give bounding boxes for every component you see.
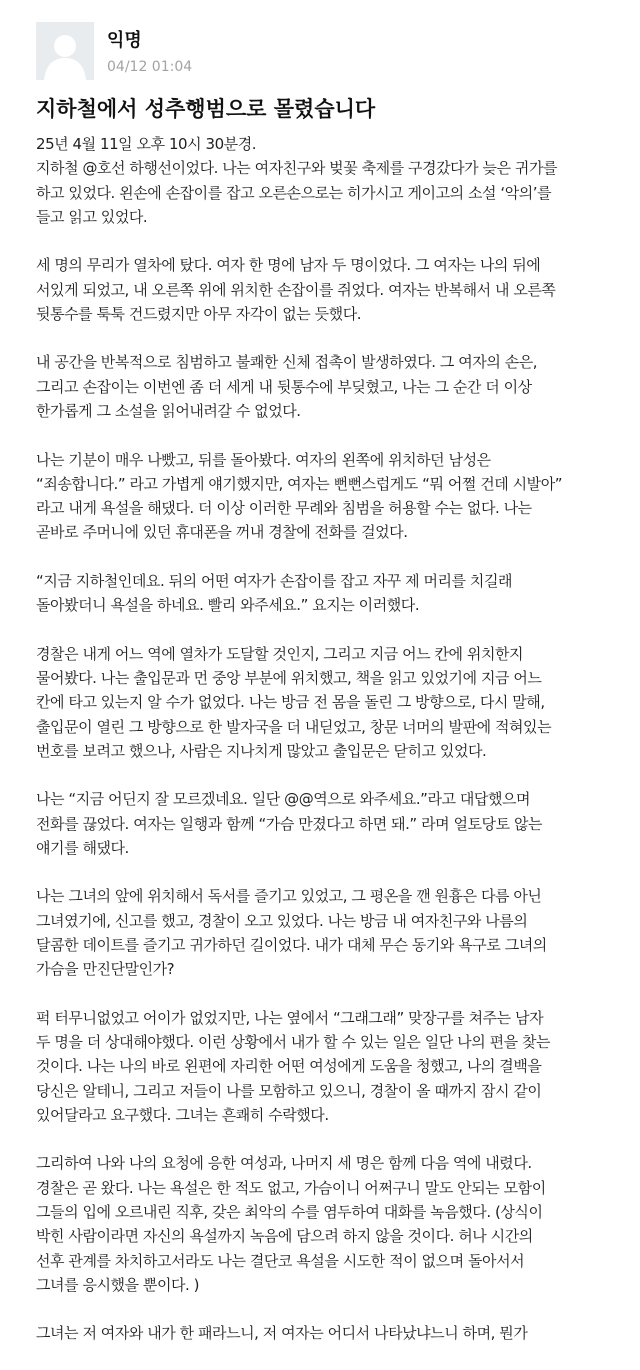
paragraph-line: 뒷통수를 툭툭 건드렸지만 아무 자각이 없는 듯했다. [36,304,362,323]
paragraph-line: “죄송합니다.” 라고 가볍게 얘기했지만, 여자는 뻔뻔스럽게도 “뭐 어쩔 건데 시발아” [36,474,563,493]
post-paragraph [36,1006,626,1127]
paragraph-line: 내 공간을 반복적으로 침범하고 불쾌한 신체 접촉이 발생하였다. 그 여자의 손은, [36,353,538,372]
paragraph-line: 나는 기분이 매우 나빴고, 뒤를 돌아봤다. 여자의 왼쪽에 위치하던 남성은 [36,450,491,469]
avatar-silhouette [36,22,94,80]
paragraph-line: 한가롭게 그 소설을 읽어내려갈 수 없었다. [36,402,301,421]
post-paragraph [36,642,626,763]
paragraph-line: 물어봤다. 나는 출입문과 먼 중앙 부분에 위치했고, 책을 읽고 있었기에 지금 어느 [36,668,542,687]
paragraph-line: 두 명을 더 상대해야했다. 이런 상황에서 내가 할 수 있는 일은 일단 나의 편을 찾는 [36,1033,551,1052]
paragraph-line: “지금 지하철인데요. 뒤의 어떤 여자가 손잡이를 잡고 자꾸 제 머리를 치길래 [36,571,513,590]
paragraph-line: 칸에 타고 있는지 알 수가 없었다. 나는 방금 전 몸을 돌린 그 방향으로, 다시 말해, [36,693,545,712]
post-header [36,22,616,82]
paragraph-line: 들고 읽고 있었다. [36,207,148,226]
paragraph-line: 나는 그녀의 앞에 위치해서 독서를 즐기고 있었고, 그 평온을 깬 원흉은 다름 아닌 [36,887,542,906]
author-name[interactable]: 익명 [107,30,142,51]
paragraph-line: 하고 있었다. 왼손에 손잡이를 잡고 오른손으로는 히가시고 게이고의 소설 ‘악의’를 [36,183,552,202]
paragraph-line: 돌아봤더니 욕설을 하네요. 빨리 와주세요.” 요지는 이러했다. [36,596,420,615]
post-paragraph [36,253,626,326]
paragraph-line: 퍽 터무니없었고 어이가 없었지만, 나는 옆에서 “그래그래” 맞장구를 쳐주는 남자 [36,1008,544,1027]
post-paragraph [36,787,626,860]
post-paragraph [36,132,626,229]
paragraph-line: 세 명의 무리가 열차에 탔다. 여자 한 명에 남자 두 명이었다. 그 여자는 나의 뒤에 [36,256,541,275]
post-title: 지하철에서 성추행범으로 몰렸습니다 [36,97,376,121]
paragraph-line: 달콤한 데이트를 즐기고 귀가하던 길이었다. 내가 대체 무슨 동기와 욕구로 그녀의 [36,936,547,955]
post-paragraph [36,569,626,618]
paragraph-line: 경찰은 곧 왔다. 나는 욕설은 한 적도 없고, 가슴이니 어쩌구니 말도 안되는 모함이 [36,1178,546,1197]
paragraph-line: 곧바로 주머니에 있던 휴대폰을 꺼내 경찰에 전화를 걸었다. [36,523,408,542]
paragraph-line: 그리하여 나와 나의 요청에 응한 여성과, 나머지 세 명은 함께 다음 역에 내렸다. [36,1154,532,1173]
paragraph-line: 박힌 사람이라면 자신의 욕설까지 녹음에 담으려 하지 않을 것이다. 허나 시간의 [36,1227,533,1246]
paragraph-line: 전화를 끊었다. 여자는 일행과 함께 “가슴 만졌다고 하면 돼.” 라며 얼토당토 않는 [36,814,543,833]
paragraph-line: 가슴을 만진단말인가? [36,960,175,979]
paragraph-line: 라고 내게 욕설을 해댔다. 더 이상 이러한 무례와 침범을 허용할 수는 없다. 나는 [36,499,532,518]
paragraph-line: 얘기를 해댔다. [36,838,129,857]
paragraph-line: 지하철 @호선 하행선이었다. 나는 여자친구와 벚꽃 축제를 구경갔다가 늦은 귀가를 [36,159,558,178]
paragraph-line: 25년 4월 11일 오후 10시 30분경. [36,135,257,153]
anonymous-user-icon[interactable] [36,22,94,80]
paragraph-line: 그녀는 저 여자와 내가 한 패라느니, 저 여자는 어디서 나타났냐느니 하며, 뭔가 [36,1324,528,1343]
post-paragraph [36,448,626,545]
post-paragraph [36,884,626,981]
post-paragraph [36,1151,626,1297]
paragraph-line: 번호를 보려고 했으나, 사람은 지나치게 많았고 출입문은 닫히고 있었다. [36,741,487,760]
paragraph-line: 경찰은 내게 어느 역에 열차가 도달할 것인지, 그리고 지금 어느 칸에 위치한지 [36,644,524,663]
paragraph-line: 출입문이 열린 그 방향으로 한 발자국을 더 내딛었고, 창문 너머의 발판에 적혀있는 [36,717,552,736]
post-paragraph [36,350,626,423]
paragraph-line: 서있게 되었고, 내 오른쪽 위에 위치한 손잡이를 쥐었다. 여자는 반복해서 내 오른쪽 [36,280,556,299]
paragraph-line: 그녀를 응시했을 뿐이다. ) [36,1275,200,1294]
post-timestamp: 04/12 01:04 [107,59,193,75]
paragraph-line: 당신은 알테니, 그리고 저들이 나를 모함하고 있으니, 경찰이 올 때까지 잠시 같이 [36,1081,542,1100]
post-body [36,132,626,1370]
paragraph-line: 선후 관계를 차치하고서라도 나는 결단코 욕설을 시도한 적이 없으며 돌아서서 [36,1251,525,1270]
post-paragraph [36,1321,626,1345]
paragraph-line: 나는 “지금 어딘지 잘 모르겠네요. 일단 @@역으로 와주세요.”라고 대답했으며 [36,790,531,809]
paragraph-line: 그들의 입에 오르내린 직후, 갖은 최악의 수를 염두하여 대화를 녹음했다. (상식이 [36,1203,543,1222]
paragraph-line: 그리고 손잡이는 이번엔 좀 더 세게 내 뒷통수에 부딪혔고, 나는 그 순간 더 이상 [36,377,532,396]
paragraph-line: 그녀였기에, 신고를 했고, 경찰이 오고 있었다. 나는 방금 내 여자친구와 나름의 [36,911,528,930]
paragraph-line: 것이다. 나는 나의 바로 왼편에 자리한 어떤 여성에게 도움을 청했고, 나의 결백을 [36,1057,542,1076]
paragraph-line: 있어달라고 요구했다. 그녀는 흔쾌히 수락했다. [36,1106,329,1124]
